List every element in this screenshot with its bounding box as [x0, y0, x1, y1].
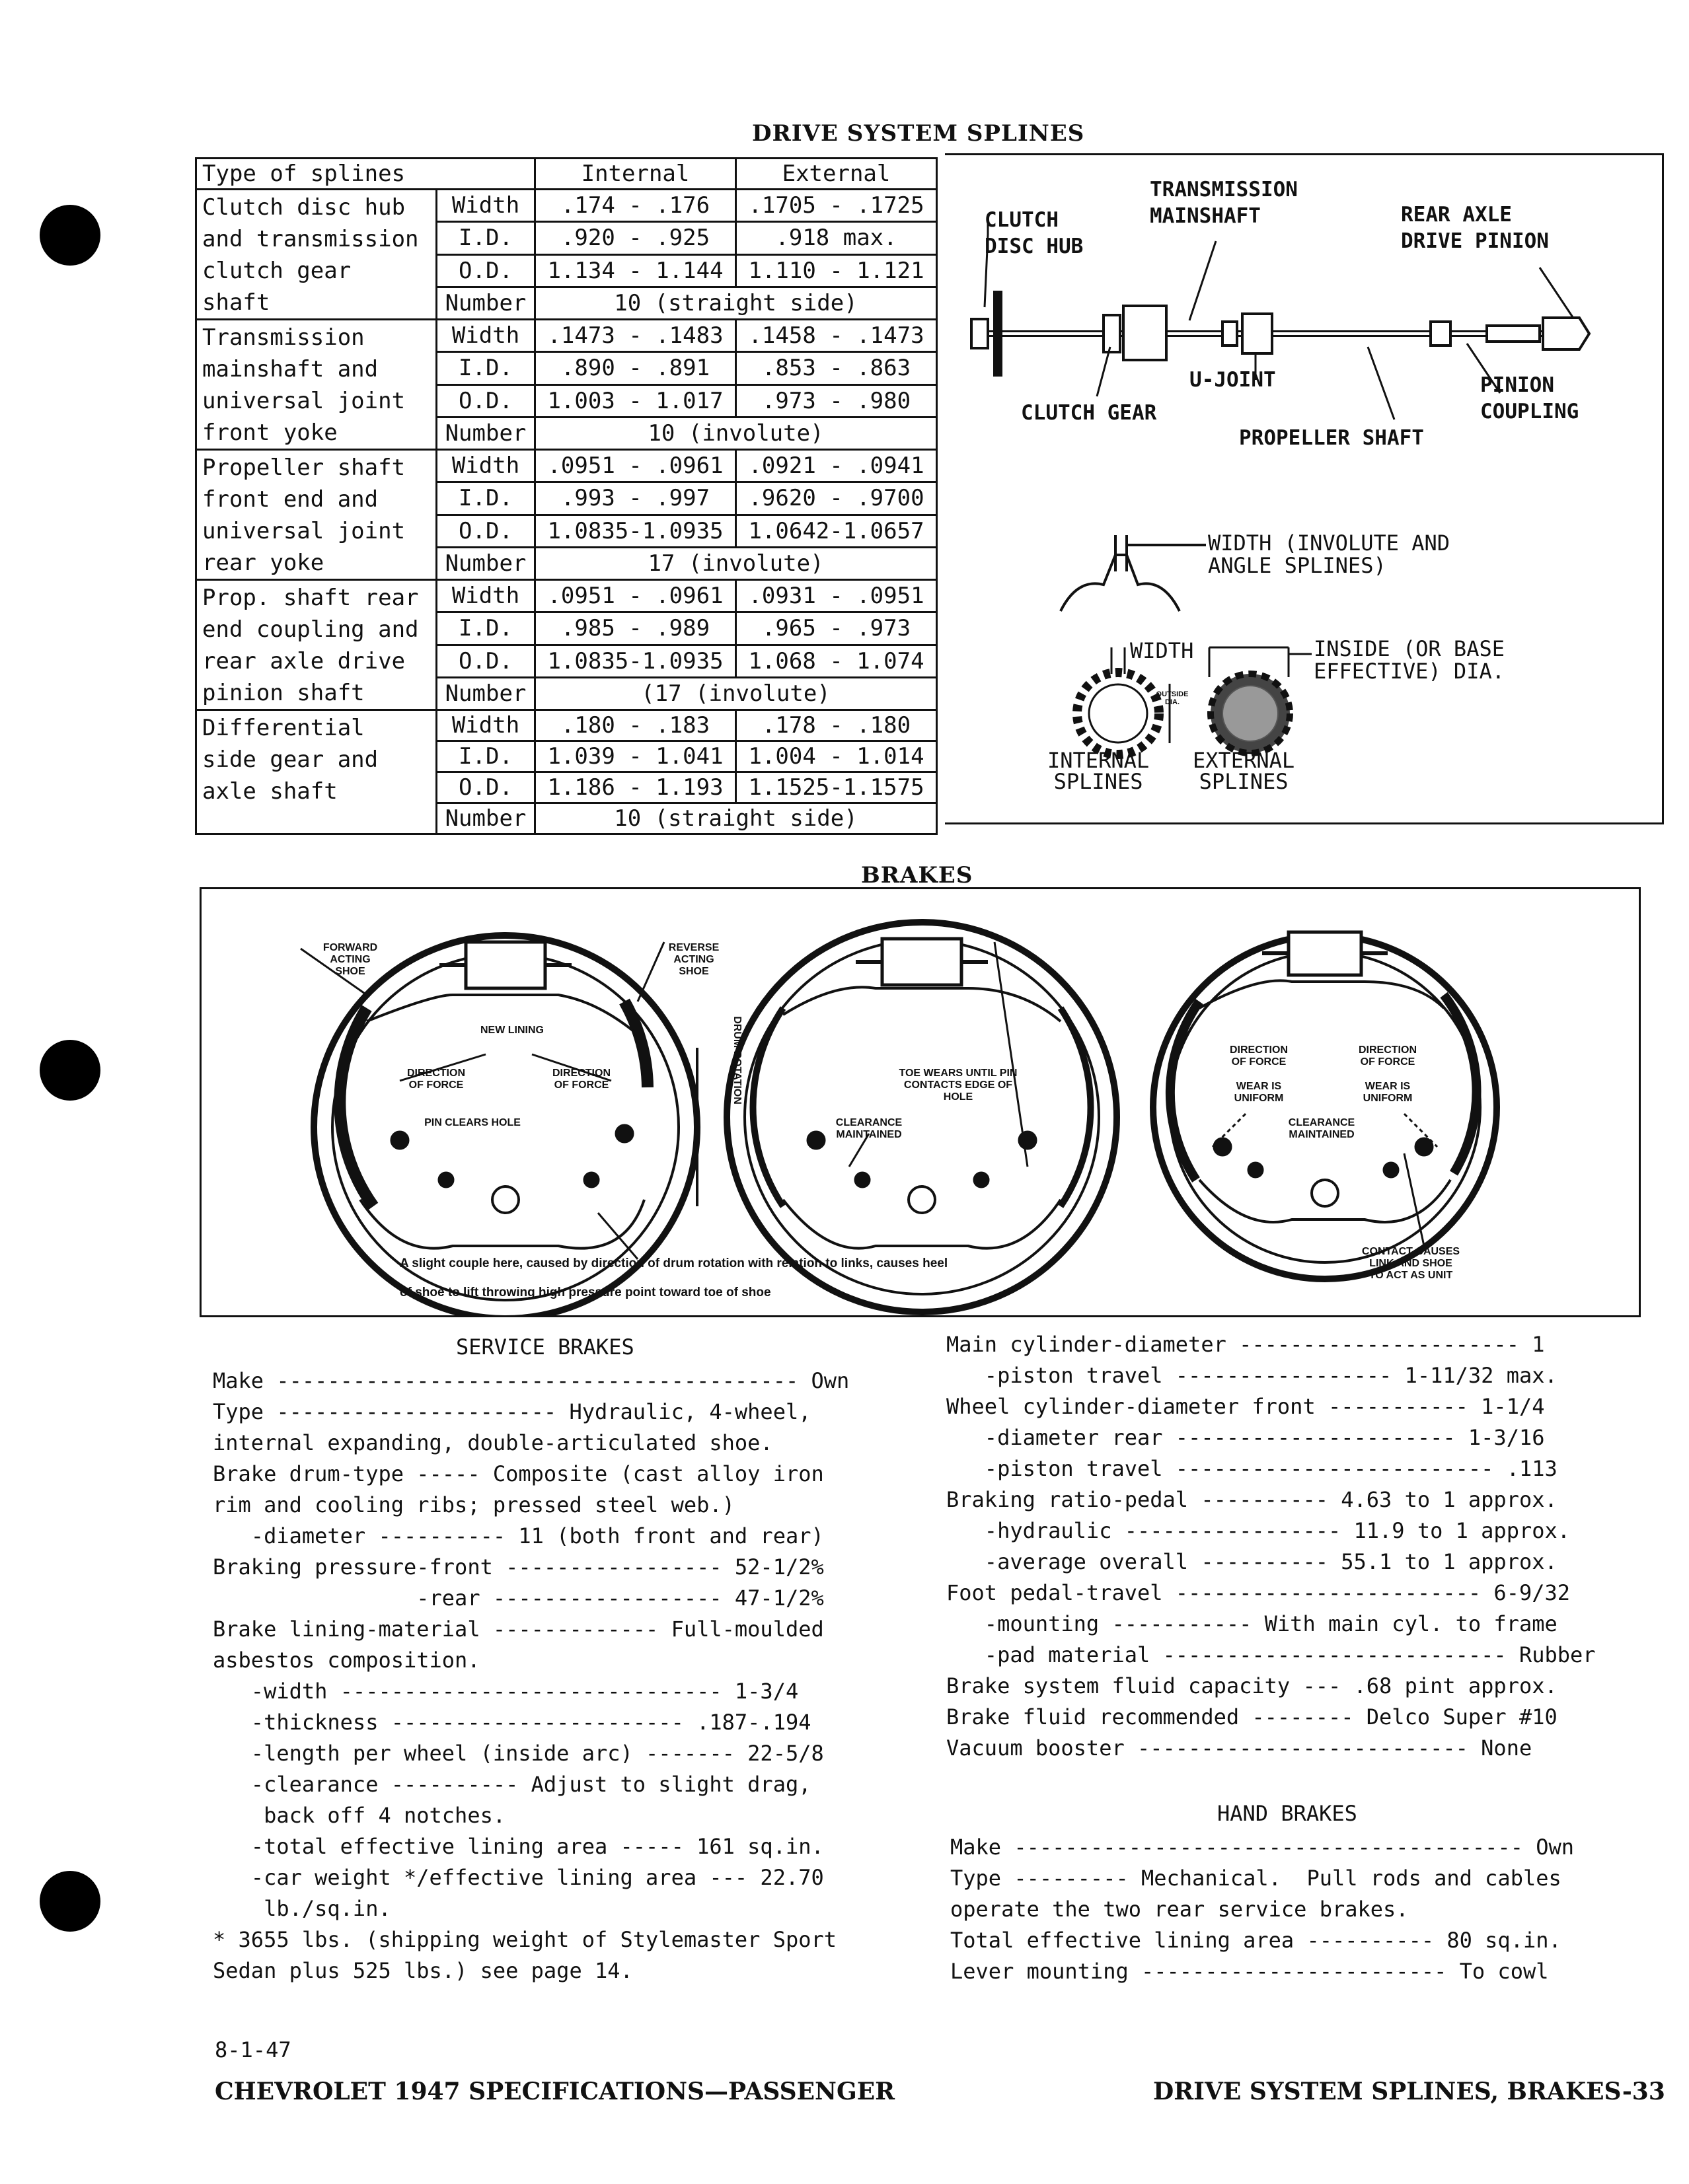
spec-line: -hydraulic ----------------- 11.9 to 1 approx. — [946, 1518, 1571, 1543]
label-transmission-mainshaft: TRANSMISSION MAINSHAFT — [1150, 178, 1298, 228]
spec-line: Vacuum booster -------------------------- None — [946, 1735, 1532, 1761]
drum-3 — [1153, 932, 1497, 1279]
label-width: WIDTH — [1130, 638, 1194, 663]
label-inside-dia: INSIDE (OR BASE EFFECTIVE) DIA. — [1314, 636, 1505, 684]
spec-line: -rear ------------------ 47-1/2% — [213, 1585, 824, 1611]
spec-line: -total effective lining area ----- 161 sq.in. — [213, 1834, 824, 1859]
dimension-label: Width — [437, 320, 535, 352]
label-drum-rotation: DRUM ROTATION — [732, 1016, 743, 1105]
label-width-involute: WIDTH (INVOLUTE AND ANGLE SPLINES) — [1208, 530, 1450, 578]
label-wear-is-uniform: WEAR IS UNIFORM — [1234, 1081, 1284, 1104]
spline-row — [196, 190, 937, 222]
spline-count: 10 (straight side) — [535, 287, 937, 319]
internal-value: .1473 - .1483 — [535, 320, 736, 352]
drive-line — [971, 291, 1589, 377]
dimension-label: I.D. — [437, 352, 535, 384]
spline-type: Prop. shaft rear end coupling and rear axle drive pinion shaft — [196, 580, 437, 710]
dimension-label: O.D. — [437, 772, 535, 803]
spec-line: asbestos composition. — [213, 1648, 480, 1673]
hand-brakes-specs — [950, 1832, 1574, 1987]
external-value: .965 - .973 — [736, 612, 937, 645]
internal-value: 1.0835-1.0935 — [535, 515, 736, 547]
hand-brakes-title: HAND BRAKES — [1217, 1801, 1357, 1826]
splines-heading: DRIVE SYSTEM SPLINES — [752, 120, 1085, 147]
label-pin-clears-hole: PIN CLEARS HOLE — [424, 1117, 521, 1128]
spec-line: lb./sq.in. — [213, 1896, 391, 1921]
spec-line: Sedan plus 525 lbs.) see page 14. — [213, 1958, 633, 1983]
spec-line: -thickness ----------------------- .187-.194 — [213, 1710, 811, 1735]
spline-count: (17 (involute) — [535, 677, 937, 710]
spline-type: Transmission mainshaft and universal joint front yoke — [196, 320, 437, 450]
service-brakes-specs — [213, 1365, 849, 1986]
spec-line: back off 4 notches. — [213, 1803, 506, 1828]
external-value: 1.0642-1.0657 — [736, 515, 937, 547]
label-toe-wears: TOE WEARS UNTIL PIN CONTACTS EDGE OF HOLE — [899, 1068, 1018, 1103]
spec-line: -piston travel ------------------------- .113 — [946, 1456, 1558, 1481]
external-value: .918 max. — [736, 222, 937, 254]
external-value: .0931 - .0951 — [736, 580, 937, 612]
spec-line: Brake drum-type ----- Composite (cast alloy iron — [213, 1461, 824, 1486]
header-type: Type of splines — [196, 159, 535, 190]
spec-line: internal expanding, double-articulated shoe. — [213, 1430, 773, 1455]
label-clearance-maintained: CLEARANCE MAINTAINED — [835, 1117, 903, 1140]
label-outside-dia: OUTSIDE DIA. — [1156, 690, 1189, 706]
internal-value: 1.039 - 1.041 — [535, 741, 736, 772]
spec-line: -clearance ---------- Adjust to slight drag, — [213, 1772, 811, 1797]
external-value: .9620 - .9700 — [736, 482, 937, 515]
spec-line: Main cylinder-diameter ---------------------- 1 — [946, 1332, 1545, 1357]
dimension-label: Width — [437, 450, 535, 482]
spline-row — [196, 710, 937, 741]
external-value: 1.004 - 1.014 — [736, 741, 937, 772]
header-internal: Internal — [535, 159, 736, 190]
dimension-label: Width — [437, 190, 535, 222]
external-value: .0921 - .0941 — [736, 450, 937, 482]
footer-date: 8-1-47 — [215, 2037, 291, 2062]
dimension-label: O.D. — [437, 384, 535, 417]
spec-line: -piston travel ----------------- 1-11/32 max. — [946, 1363, 1558, 1388]
label-clearance-maintained: CLEARANCE MAINTAINED — [1288, 1117, 1355, 1140]
spec-line: Braking ratio-pedal ---------- 4.63 to 1 approx. — [946, 1487, 1558, 1512]
external-value: .1705 - .1725 — [736, 190, 937, 222]
internal-value: .0951 - .0961 — [535, 580, 736, 612]
drive-system-diagram — [945, 153, 1664, 824]
dimension-label: Width — [437, 580, 535, 612]
external-value: .973 - .980 — [736, 384, 937, 417]
internal-spline-ring — [1077, 673, 1159, 754]
label-internal-splines: INTERNAL SPLINES — [1047, 748, 1150, 794]
label-direction-of-force: DIRECTION OF FORCE — [1230, 1044, 1288, 1068]
spline-count: 10 (straight side) — [535, 803, 937, 834]
spec-line: Lever mounting ------------------------ To cowl — [950, 1959, 1549, 1984]
spec-line: -mounting ----------- With main cyl. to frame — [946, 1611, 1558, 1636]
label-clutch-disc-hub: CLUTCH DISC HUB — [985, 208, 1084, 258]
internal-value: .985 - .989 — [535, 612, 736, 645]
label-new-lining: NEW LINING — [480, 1025, 544, 1036]
internal-value: .0951 - .0961 — [535, 450, 736, 482]
internal-value: 1.003 - 1.017 — [535, 384, 736, 417]
spec-line: -car weight */effective lining area --- 22.70 — [213, 1865, 824, 1890]
spec-line: -diameter ---------- 11 (both front and rear) — [213, 1523, 824, 1548]
footer-left-title: CHEVROLET 1947 SPECIFICATIONS—PASSENGER — [215, 2078, 895, 2105]
spec-line: -diameter rear ---------------------- 1-3/16 — [946, 1425, 1545, 1450]
spec-line: -average overall ---------- 55.1 to 1 approx. — [946, 1549, 1558, 1574]
spline-row — [196, 580, 937, 612]
spec-line: operate the two rear service brakes. — [950, 1897, 1409, 1922]
spec-line: Total effective lining area ---------- 80 sq.in. — [950, 1928, 1561, 1953]
dimension-label: I.D. — [437, 222, 535, 254]
brakes-heading: BRAKES — [861, 862, 973, 889]
header-external: External — [736, 159, 937, 190]
label-propeller-shaft: PROPELLER SHAFT — [1239, 426, 1424, 450]
label-clutch-gear: CLUTCH GEAR — [1021, 401, 1157, 425]
binder-hole — [40, 205, 100, 266]
external-value: 1.068 - 1.074 — [736, 645, 937, 677]
dimension-label: O.D. — [437, 515, 535, 547]
binder-hole — [40, 1871, 100, 1932]
internal-value: .180 - .183 — [535, 710, 736, 741]
label-direction-of-force: DIRECTION OF FORCE — [1359, 1044, 1417, 1068]
dimension-label: Number — [437, 677, 535, 710]
spec-line: Make ---------------------------------------- Own — [950, 1835, 1575, 1860]
spec-line: Braking pressure-front ----------------- 52-1/2% — [213, 1554, 824, 1580]
spec-line: Type --------- Mechanical. Pull rods and cables — [950, 1866, 1561, 1891]
dimension-label: O.D. — [437, 645, 535, 677]
spline-row — [196, 320, 937, 352]
dimension-label: Number — [437, 417, 535, 449]
external-value: .853 - .863 — [736, 352, 937, 384]
spec-line: Foot pedal-travel ------------------------ 6-9/32 — [946, 1580, 1571, 1605]
spline-type: Differential side gear and axle shaft — [196, 710, 437, 834]
internal-value: 1.134 - 1.144 — [535, 254, 736, 287]
involute-tooth-drawing — [1061, 535, 1206, 611]
splines-header-row — [196, 159, 937, 190]
internal-value: .174 - .176 — [535, 190, 736, 222]
label-wear-is-uniform: WEAR IS UNIFORM — [1363, 1081, 1413, 1104]
brake-specs-right — [946, 1329, 1596, 1764]
spec-line: rim and cooling ribs; pressed steel web.) — [213, 1492, 735, 1517]
spline-type: Clutch disc hub and transmission clutch gear shaft — [196, 190, 437, 320]
spec-line: Type ---------------------- Hydraulic, 4-wheel, — [213, 1399, 811, 1424]
label-u-joint: U-JOINT — [1189, 368, 1276, 392]
spec-line: -pad material --------------------------- Rubber — [946, 1642, 1596, 1667]
external-spline-ring — [1211, 674, 1290, 753]
label-rear-axle-drive-pinion: REAR AXLE DRIVE PINION — [1401, 203, 1549, 253]
label-direction-of-force: DIRECTION OF FORCE — [552, 1068, 611, 1091]
label-reverse-acting-shoe: REVERSE ACTING SHOE — [668, 942, 720, 977]
internal-value: .920 - .925 — [535, 222, 736, 254]
spline-count: 17 (involute) — [535, 547, 937, 579]
dimension-label: Number — [437, 547, 535, 579]
binder-hole — [40, 1040, 100, 1101]
spec-line: -length per wheel (inside arc) ------- 22-5/8 — [213, 1741, 824, 1766]
brakes-diagram — [200, 887, 1641, 1317]
spline-type: Propeller shaft front end and universal joint rear yoke — [196, 450, 437, 580]
label-direction-of-force: DIRECTION OF FORCE — [407, 1068, 465, 1091]
dimension-label: O.D. — [437, 254, 535, 287]
external-value: .178 - .180 — [736, 710, 937, 741]
spec-line: Make ----------------------------------------- Own — [213, 1368, 850, 1393]
internal-value: 1.186 - 1.193 — [535, 772, 736, 803]
internal-value: 1.0835-1.0935 — [535, 645, 736, 677]
dimension-label: Number — [437, 803, 535, 834]
label-pinion-coupling: PINION COUPLING — [1480, 373, 1579, 423]
label-external-splines: EXTERNAL SPLINES — [1193, 748, 1295, 794]
dimension-label: I.D. — [437, 482, 535, 515]
footer-page-title: DRIVE SYSTEM SPLINES, BRAKES-33 — [1153, 2078, 1665, 2105]
internal-value: .890 - .891 — [535, 352, 736, 384]
external-value: .1458 - .1473 — [736, 320, 937, 352]
spline-row — [196, 450, 937, 482]
dimension-label: Number — [437, 287, 535, 319]
internal-value: .993 - .997 — [535, 482, 736, 515]
label-contact-causes: CONTACT CAUSES LINK AND SHOE TO ACT AS UNIT — [1361, 1246, 1460, 1281]
spec-line: Brake lining-material ------------- Full-moulded — [213, 1617, 824, 1642]
spec-line: Brake fluid recommended -------- Delco Super #10 — [946, 1704, 1558, 1729]
brakes-caption: A slight couple here, caused by direction of drum rotation with relation to links, causes heel of shoe to lift throwing high pressure point toward toe of shoe — [400, 1256, 948, 1299]
dimension-label: I.D. — [437, 612, 535, 645]
splines-table — [195, 157, 938, 835]
dimension-label: I.D. — [437, 741, 535, 772]
external-value: 1.1525-1.1575 — [736, 772, 937, 803]
label-forward-acting-shoe: FORWARD ACTING SHOE — [322, 942, 378, 977]
spline-count: 10 (involute) — [535, 417, 937, 449]
spec-line: Wheel cylinder-diameter front ----------- 1-1/4 — [946, 1394, 1545, 1419]
service-brakes-title: SERVICE BRAKES — [456, 1334, 634, 1360]
dimension-label: Width — [437, 710, 535, 741]
spec-line: * 3655 lbs. (shipping weight of Stylemaster Sport — [213, 1927, 837, 1952]
spec-line: Brake system fluid capacity --- .68 pint approx. — [946, 1673, 1558, 1698]
external-value: 1.110 - 1.121 — [736, 254, 937, 287]
spec-line: -width ------------------------------ 1-3/4 — [213, 1679, 799, 1704]
